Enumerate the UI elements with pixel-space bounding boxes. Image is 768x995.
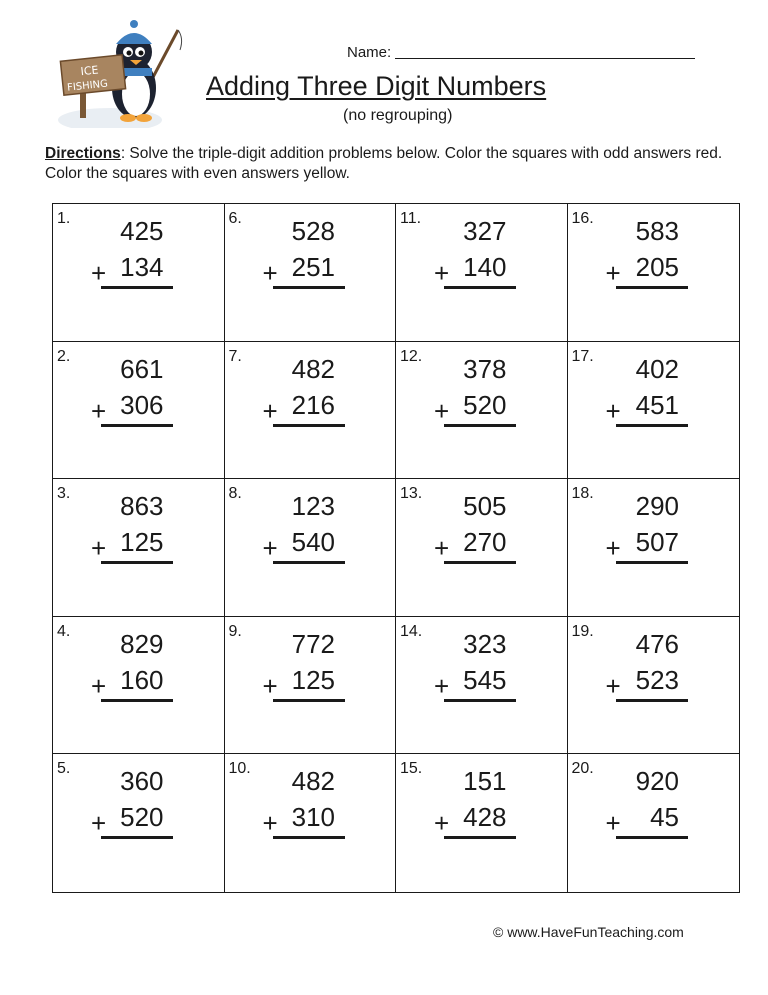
problem-number: 9. [228, 622, 242, 640]
problem-number: 15. [400, 760, 423, 778]
name-field[interactable] [347, 44, 695, 61]
addend-bottom: 523 [635, 664, 679, 695]
addend-top: 402 [635, 353, 679, 384]
plus-sign: + [605, 533, 621, 564]
addend-bottom: 140 [463, 252, 507, 282]
directions-label: Directions [45, 145, 121, 162]
name-blank-line[interactable] [395, 58, 695, 59]
answer-line[interactable] [616, 424, 688, 427]
problem-cell[interactable] [53, 342, 225, 480]
addend-top: 327 [463, 216, 507, 246]
plus-sign: + [91, 670, 107, 701]
answer-line[interactable] [273, 286, 345, 289]
problem-number: 8. [228, 485, 242, 503]
addend-top: 772 [291, 628, 335, 659]
plus-sign: + [91, 395, 107, 426]
plus-sign: + [605, 808, 621, 839]
addend-bottom: 507 [635, 527, 679, 558]
answer-line[interactable] [101, 836, 173, 839]
answer-line[interactable] [101, 561, 173, 564]
problem-cell[interactable] [568, 754, 740, 892]
problem-number: 2. [57, 347, 71, 365]
answer-line[interactable] [616, 286, 688, 289]
problem-cell[interactable] [396, 204, 568, 342]
answer-line[interactable] [273, 561, 345, 564]
addend-top: 378 [463, 353, 507, 384]
addend-bottom: 306 [120, 389, 164, 420]
addend-bottom: 134 [120, 252, 164, 282]
problem-number: 14. [400, 622, 423, 640]
problem-cell[interactable] [396, 617, 568, 755]
plus-sign: + [434, 670, 450, 701]
answer-line[interactable] [273, 836, 345, 839]
answer-line[interactable] [101, 286, 173, 289]
addend-bottom: 540 [291, 527, 335, 558]
plus-sign: + [262, 670, 278, 701]
problem-cell[interactable] [225, 204, 397, 342]
problem-cell[interactable] [396, 754, 568, 892]
footer-copyright: © www.HaveFunTeaching.com [493, 924, 684, 940]
problem-number: 17. [571, 347, 594, 365]
problem-cell[interactable] [568, 617, 740, 755]
addend-bottom: 216 [291, 389, 335, 420]
plus-sign: + [262, 808, 278, 839]
addend-top: 476 [635, 628, 679, 659]
plus-sign: + [262, 395, 278, 426]
problem-cell[interactable] [53, 617, 225, 755]
plus-sign: + [434, 533, 450, 564]
problem-number: 7. [228, 347, 242, 365]
problem-number: 12. [400, 347, 423, 365]
answer-line[interactable] [444, 699, 516, 702]
plus-sign: + [434, 808, 450, 839]
directions [45, 144, 745, 184]
plus-sign: + [434, 395, 450, 426]
addend-top: 323 [463, 628, 507, 659]
plus-sign: + [605, 395, 621, 426]
answer-line[interactable] [101, 424, 173, 427]
addend-top: 829 [120, 628, 164, 659]
addend-bottom: 451 [635, 389, 679, 420]
problem-number: 4. [57, 622, 71, 640]
answer-line[interactable] [273, 424, 345, 427]
answer-line[interactable] [444, 836, 516, 839]
problem-number: 5. [57, 760, 71, 778]
addend-top: 863 [120, 491, 164, 522]
answer-line[interactable] [444, 286, 516, 289]
problem-number: 10. [228, 760, 251, 778]
addend-bottom: 428 [463, 802, 507, 833]
problem-cell[interactable] [225, 617, 397, 755]
addend-bottom: 160 [120, 664, 164, 695]
problem-cell[interactable] [568, 204, 740, 342]
addend-bottom: 45 [650, 802, 679, 833]
page-subtitle: (no regrouping) [343, 107, 453, 124]
addend-bottom: 270 [463, 527, 507, 558]
answer-line[interactable] [616, 561, 688, 564]
addend-bottom: 310 [291, 802, 335, 833]
plus-sign: + [91, 533, 107, 564]
problem-number: 19. [571, 622, 594, 640]
problem-cell[interactable] [225, 342, 397, 480]
problem-cell[interactable] [396, 479, 568, 617]
addend-bottom: 545 [463, 664, 507, 695]
problem-cell[interactable] [225, 754, 397, 892]
plus-sign: + [434, 258, 450, 288]
addend-top: 583 [635, 216, 679, 246]
addend-top: 920 [635, 766, 679, 797]
addend-bottom: 520 [463, 389, 507, 420]
problem-cell[interactable] [396, 342, 568, 480]
answer-line[interactable] [101, 699, 173, 702]
answer-line[interactable] [616, 699, 688, 702]
addend-top: 425 [120, 216, 164, 246]
addend-top: 482 [291, 353, 335, 384]
answer-line[interactable] [444, 424, 516, 427]
addend-top: 661 [120, 353, 164, 384]
addend-bottom: 125 [120, 527, 164, 558]
addend-top: 505 [463, 491, 507, 522]
penguin-ice-fishing-logo [58, 10, 188, 128]
plus-sign: + [91, 808, 107, 839]
name-label: Name: [347, 44, 392, 61]
plus-sign: + [605, 258, 621, 288]
problem-number: 3. [57, 485, 71, 503]
page-title: Adding Three Digit Numbers [206, 71, 547, 101]
addend-top: 123 [291, 491, 335, 522]
directions-text: : Solve the triple-digit addition problems below. Color the squares with odd answers red. Color the squares with even answers yellow. [45, 145, 723, 182]
problem-number: 20. [571, 760, 594, 778]
problem-cell[interactable] [53, 204, 225, 342]
plus-sign: + [91, 258, 107, 288]
problem-cell[interactable] [225, 479, 397, 617]
problem-number: 16. [571, 210, 594, 227]
plus-sign: + [262, 258, 278, 288]
addend-top: 482 [291, 766, 335, 797]
addend-bottom: 125 [291, 664, 335, 695]
addend-bottom: 205 [635, 252, 679, 282]
answer-line[interactable] [273, 699, 345, 702]
problem-cell[interactable] [568, 479, 740, 617]
problem-number: 6. [228, 210, 242, 227]
problem-number: 18. [571, 485, 594, 503]
addend-top: 290 [635, 491, 679, 522]
svg-text:ICE: ICE [79, 63, 100, 79]
plus-sign: + [605, 670, 621, 701]
problem-grid [52, 203, 740, 893]
problem-cell[interactable] [53, 479, 225, 617]
addend-top: 151 [463, 766, 507, 797]
addend-top: 360 [120, 766, 164, 797]
answer-line[interactable] [616, 836, 688, 839]
problem-number: 1. [57, 210, 71, 227]
svg-text:FISHING: FISHING [66, 78, 109, 94]
problem-cell[interactable] [568, 342, 740, 480]
problem-cell[interactable] [53, 754, 225, 892]
problem-number: 13. [400, 485, 423, 503]
plus-sign: + [262, 533, 278, 564]
addend-top: 528 [291, 216, 335, 246]
problem-number: 11. [400, 210, 422, 227]
addend-bottom: 251 [291, 252, 335, 282]
addend-bottom: 520 [120, 802, 164, 833]
answer-line[interactable] [444, 561, 516, 564]
